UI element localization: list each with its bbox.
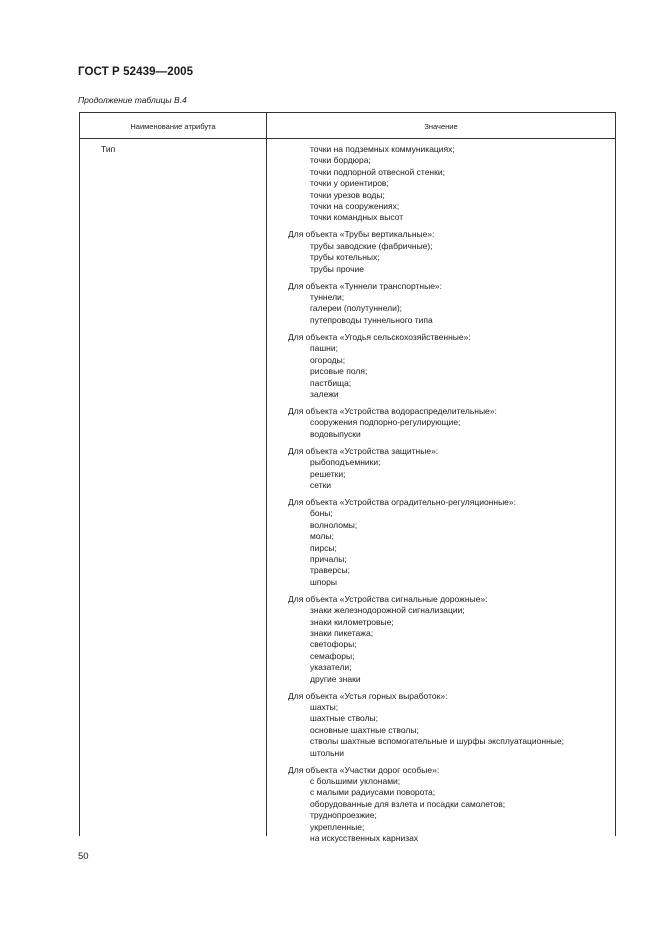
value-item: точки на сооружениях; xyxy=(310,201,400,212)
value-item: точки командных высот xyxy=(310,212,404,223)
value-item: рыбоподъемники; xyxy=(310,457,381,468)
value-item: укрепленные; xyxy=(310,821,365,832)
value-item: траверсы; xyxy=(310,565,350,576)
value-item: путепроводы туннельного типа xyxy=(310,314,433,325)
value-item: шахтные стволы; xyxy=(310,713,379,724)
value-group-title: Для объекта «Устройства сигнальные дорожные»: xyxy=(288,593,488,604)
value-item: сетки xyxy=(310,479,332,490)
value-item: светофоры; xyxy=(310,639,357,650)
value-item: точки урезов воды; xyxy=(310,189,385,200)
value-item: пирсы; xyxy=(310,542,337,553)
value-item: точки бордюра; xyxy=(310,155,371,166)
value-group xyxy=(288,332,613,400)
page-number: 50 xyxy=(78,851,89,862)
value-item: пастбища; xyxy=(310,377,352,388)
attribute-table xyxy=(79,112,616,844)
value-item: огороды; xyxy=(310,354,346,365)
value-item: на искусственных карнизах xyxy=(310,833,419,844)
value-item: сооружения подпорно-регулирующие; xyxy=(310,417,461,428)
attribute-name-cell: Тип xyxy=(101,144,116,154)
value-group-title: Для объекта «Устройства защитные»: xyxy=(288,445,439,456)
table-caption: Продолжение таблицы В.4 xyxy=(78,95,187,105)
value-item: штольни xyxy=(310,747,344,758)
value-item: знаки пикетажа; xyxy=(310,628,374,638)
value-group xyxy=(288,281,613,327)
value-group xyxy=(288,229,613,275)
value-item: точки подпорной отвесной стенки; xyxy=(310,166,445,177)
value-group-title: Для объекта «Участки дорог особые»: xyxy=(288,764,440,775)
value-item: с малыми радиусами поворота; xyxy=(310,787,436,798)
value-item: указатели; xyxy=(310,662,352,673)
value-item: решетки; xyxy=(310,468,346,479)
value-item: боны; xyxy=(310,508,333,519)
value-item: молы; xyxy=(310,531,334,542)
value-item: рисовые поля; xyxy=(310,366,368,377)
value-group-title: Для объекта «Трубы вертикальные»: xyxy=(288,229,435,240)
value-group xyxy=(288,497,613,588)
value-item: знаки железнодорожной сигнализации; xyxy=(310,605,465,616)
value-item: семафоры; xyxy=(310,650,355,661)
value-group-title: Для объекта «Устройства оградительно-регуляционные»: xyxy=(288,496,517,507)
value-item: шахты; xyxy=(310,702,339,713)
column-header-value: Значение xyxy=(424,122,458,131)
value-item: пашни; xyxy=(310,343,338,354)
column-header-attribute-name: Наименование атрибута xyxy=(130,122,216,131)
value-item: трубы прочие xyxy=(310,263,364,274)
value-group-title: Для объекта «Угодья сельскохозяйственные»: xyxy=(288,331,471,342)
value-group-title: Для объекта «Устройства водораспределительные»: xyxy=(288,405,497,416)
value-item: причалы; xyxy=(310,553,347,564)
value-item: другие знаки xyxy=(310,673,361,684)
value-item: волноломы; xyxy=(310,519,358,530)
value-group xyxy=(288,144,613,224)
value-group xyxy=(288,765,613,845)
column-divider xyxy=(266,113,267,836)
value-item: стволы шахтные вспомогательные и шурфы эксплуатационные; xyxy=(310,736,564,747)
value-group xyxy=(288,446,613,492)
value-item: оборудованные для взлета и посадки самолетов; xyxy=(310,798,506,809)
value-group-title: Для объекта «Туннели транспортные»: xyxy=(288,280,443,291)
value-group xyxy=(288,406,613,440)
value-item: точки на подземных коммуникациях; xyxy=(310,144,455,154)
document-title: ГОСТ Р 52439—2005 xyxy=(78,66,194,78)
value-group xyxy=(288,691,613,759)
value-item: шпоры xyxy=(310,576,337,587)
value-group xyxy=(288,594,613,685)
value-item: водовыпуски xyxy=(310,428,361,439)
table-header xyxy=(80,113,615,139)
value-item: с большими уклонами; xyxy=(310,776,401,787)
value-item: основные шахтные стволы; xyxy=(310,724,419,735)
value-item: трубы заводские (фабричные); xyxy=(310,240,433,251)
value-item: труднопроезжие; xyxy=(310,810,377,821)
value-item: знаки километровые; xyxy=(310,616,394,627)
value-item: галереи (полутуннели); xyxy=(310,303,403,314)
value-item: туннели; xyxy=(310,292,345,303)
value-item: точки у ориентиров; xyxy=(310,178,389,189)
value-item: трубы котельных; xyxy=(310,252,380,263)
value-cell xyxy=(288,144,613,850)
value-group-title: Для объекта «Устья горных выработок»: xyxy=(288,690,448,701)
value-item: залежи xyxy=(310,388,339,399)
